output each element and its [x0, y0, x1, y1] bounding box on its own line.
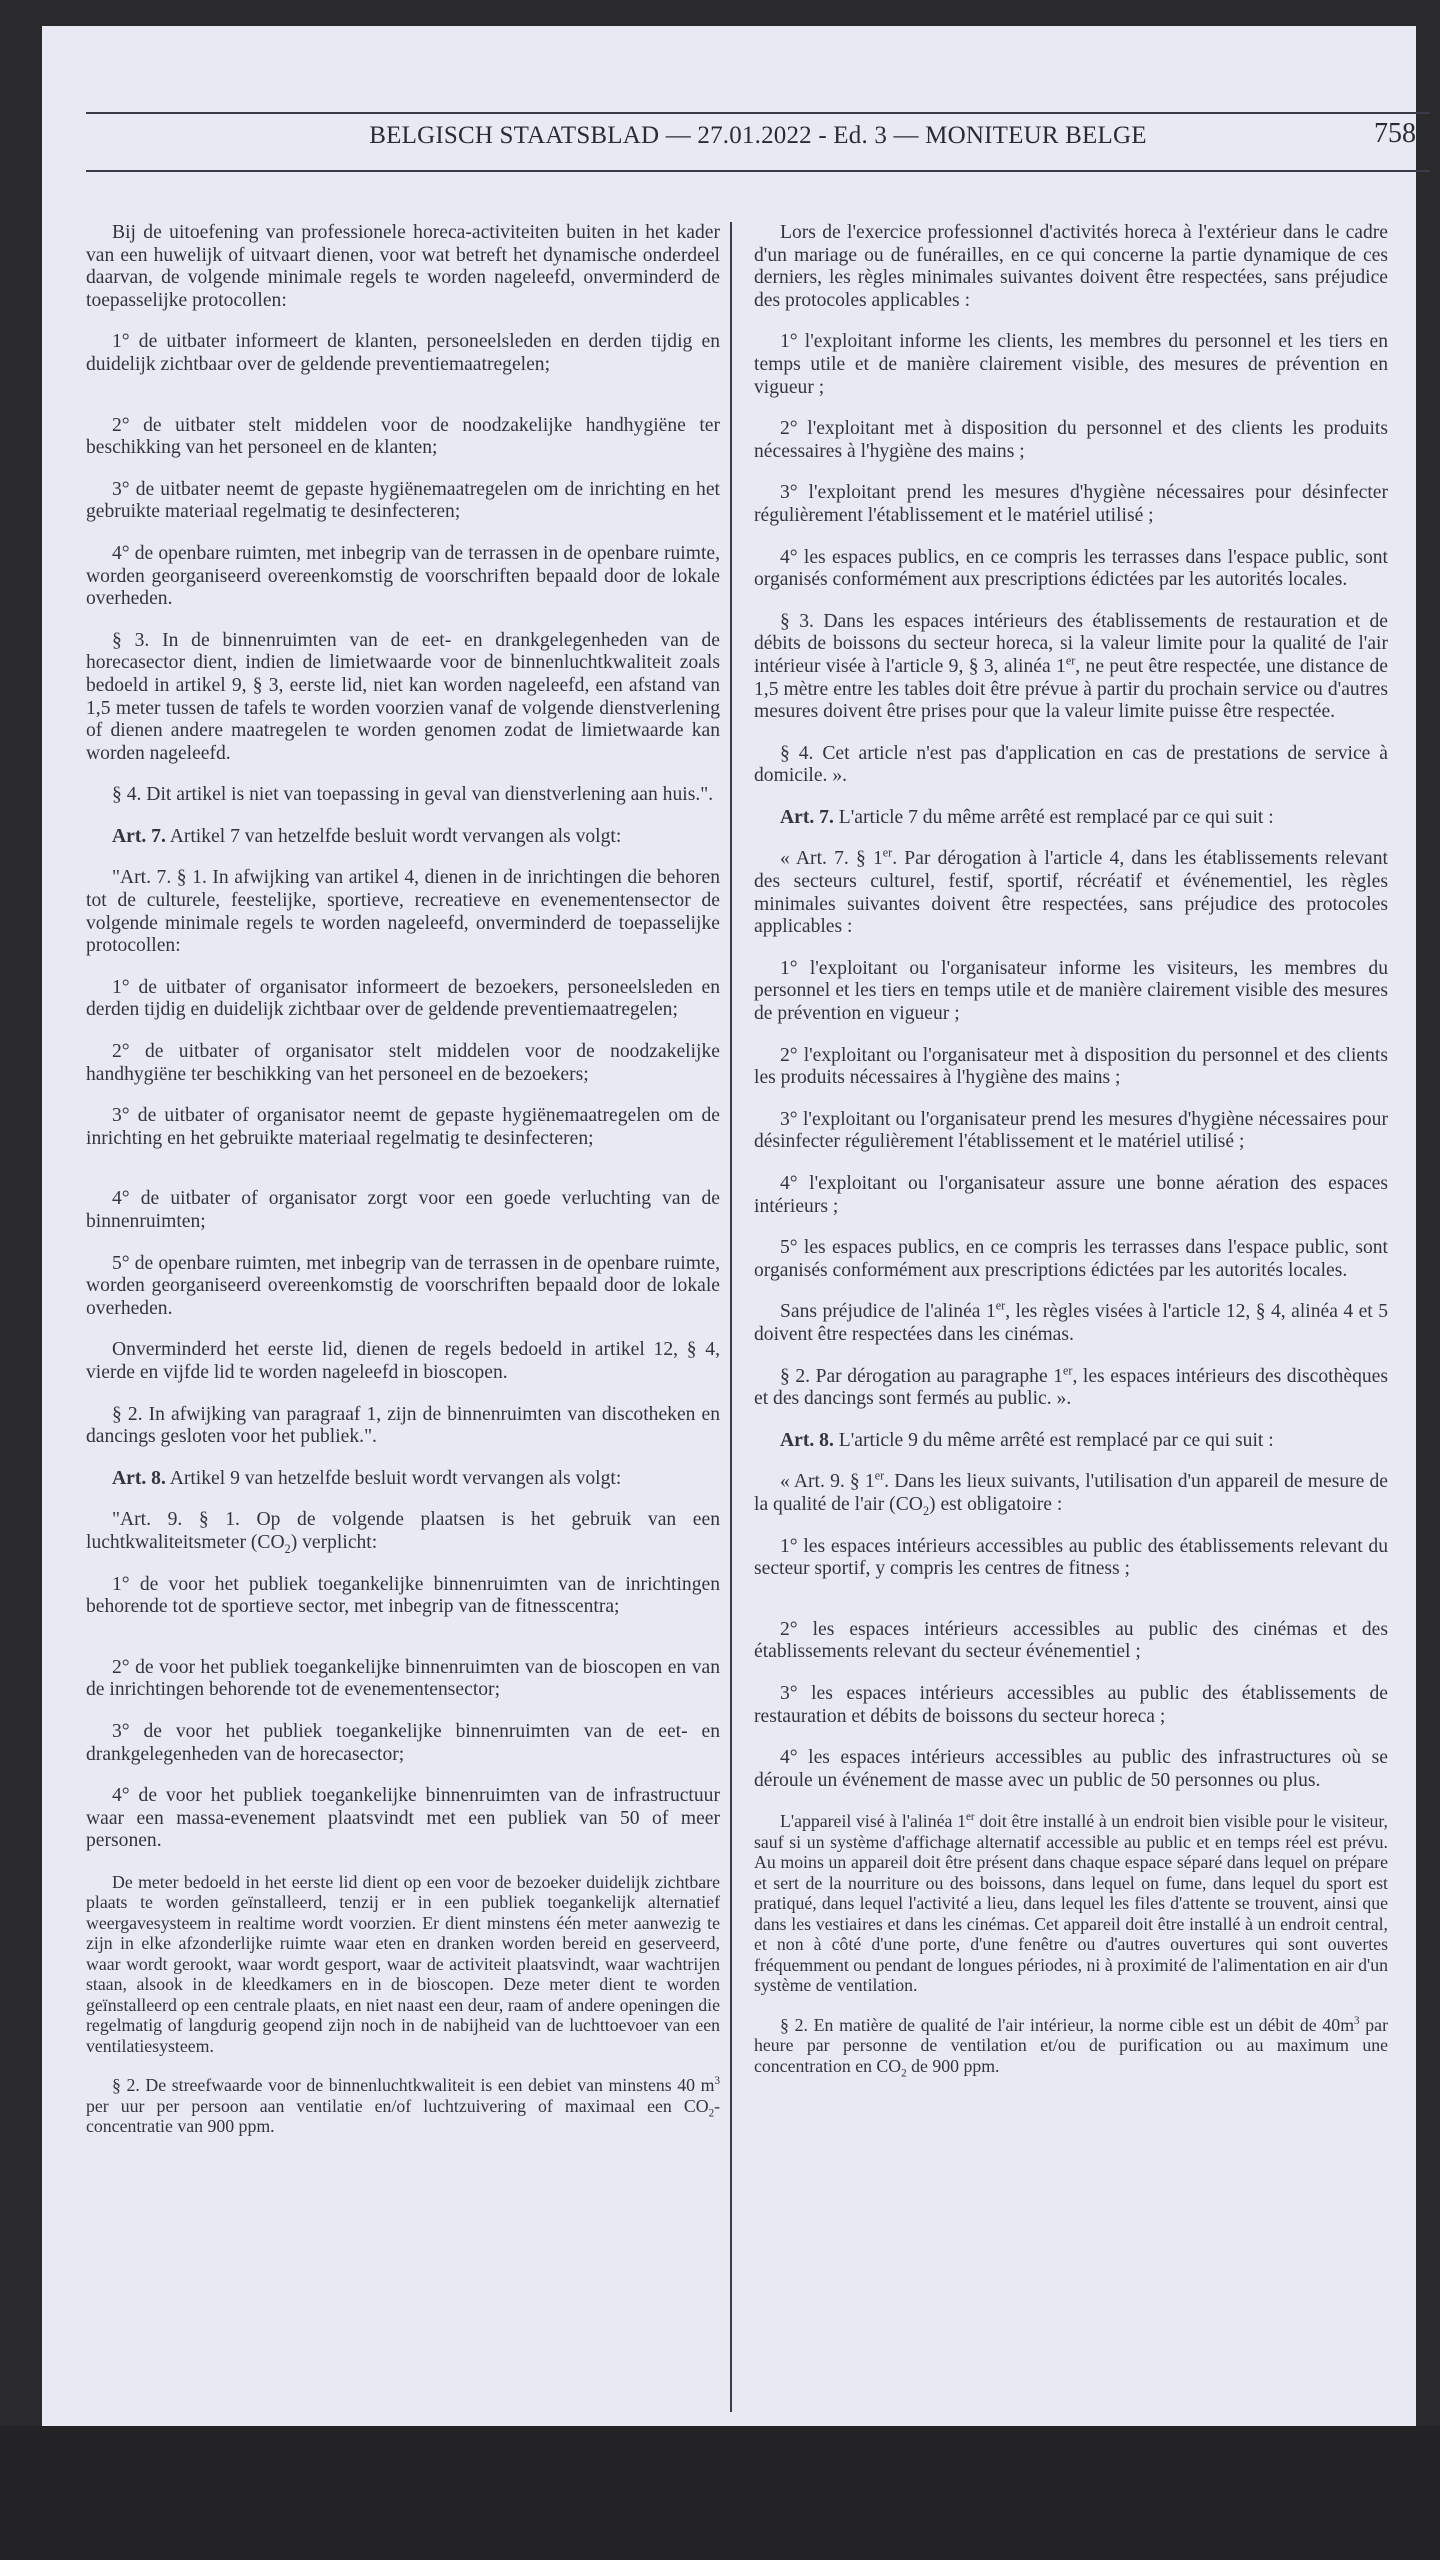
paragraph: 4° l'exploitant ou l'organisateur assure une bonne aération des espaces intérieurs ; — [754, 1173, 1388, 1217]
text-run: "Art. 9. § 1. Op de volgende plaatsen is het gebruik van een luchtkwaliteitsmeter (CO — [86, 1509, 720, 1553]
text-run: § 2. De streefwaarde voor de binnenluchtkwaliteit is een debiet van minstens 40 m — [112, 2075, 715, 2096]
superscript: er — [965, 1811, 975, 1824]
paragraph — [754, 845, 1388, 938]
subscript: 2 — [922, 1503, 930, 1518]
paragraph: 1° les espaces intérieurs accessibles au public des établissements relevant du secteur sportif, y compris les centres de fitness ; — [754, 1535, 1388, 1580]
paragraph: 3° de voor het publiek toegankelijke binnenruimten van de eet- en drankgelegenheden van de horecasector; — [86, 1720, 720, 1765]
paragraph: 5° de openbare ruimten, met inbegrip van de terrassen in de openbare ruimte, worden georganiseerd overeenkomstig de voorschriften bepaald door de lokale overheden. — [86, 1252, 720, 1319]
article-label: Art. 8. — [112, 1467, 166, 1489]
paragraph: 1° de uitbater informeert de klanten, personeelsleden en derden tijdig en duidelijk zichtbaar over de geldende preventiemaatregelen; — [86, 331, 720, 375]
paragraph: 1° de uitbater of organisator informeert de bezoekers, personeelsleden en derden tijdig en duidelijk zichtbaar over de geldende preventiemaatregelen; — [86, 976, 720, 1021]
superscript: 3 — [714, 2075, 720, 2088]
article-heading — [754, 1430, 1388, 1453]
paragraph: 2° l'exploitant ou l'organisateur met à disposition du personnel et des clients les produits nécessaires à l'hygiène des mains ; — [754, 1044, 1388, 1089]
paragraph — [86, 1509, 720, 1554]
article-text: L'article 7 du même arrêté est remplacé par ce qui suit : — [833, 806, 1274, 828]
dutch-column — [86, 222, 720, 2412]
text-run: , les espaces intérieurs des discothèques et des dancings sont fermés au public. ». — [754, 1365, 1388, 1410]
text-run: ) est obligatoire : — [929, 1493, 1063, 1515]
paragraph: 1° l'exploitant informe les clients, les membres du personnel et les tiers en temps utile et de manière clairement visible, des mesures de prévention en vigueur ; — [754, 331, 1388, 398]
subscript: 2 — [284, 1541, 291, 1556]
text-run: . Dans les lieux suivants, l'utilisation d'un appareil de mesure de la qualité de l'air (CO — [754, 1471, 1388, 1515]
superscript: 3 — [1354, 2014, 1360, 2027]
column-divider — [730, 222, 732, 2412]
paragraph — [754, 1363, 1388, 1411]
paragraph: 1° l'exploitant ou l'organisateur informe les visiteurs, les membres du personnel et les tiers en temps utile et de manière clairement visible des mesures de prévention en vigueur ; — [754, 957, 1388, 1025]
paragraph: 4° de voor het publiek toegankelijke binnenruimten van de infrastructuur waar een massa-evenement plaatsvindt met een publiek van 50 of meer personen. — [86, 1785, 720, 1852]
superscript: er — [882, 845, 893, 860]
text-run: § 3. Dans les espaces intérieurs des établissements de restauration et de débits de boissons du secteur horeca, si la valeur limite pour la qualité de l'air intérieur visée à l'article 9, § 3, alinéa 1 — [754, 610, 1388, 677]
text-run: L'appareil visé à l'alinéa 1 — [780, 1811, 966, 1832]
article-heading — [86, 1468, 720, 1491]
subscript: 2 — [901, 2067, 907, 2080]
page-header — [86, 112, 1430, 172]
newspaper-page — [42, 26, 1430, 2426]
paragraph: 2° les espaces intérieurs accessibles au public des cinémas et des établissements relevant du secteur événementiel ; — [754, 1618, 1388, 1663]
paragraph: § 2. In afwijking van paragraaf 1, zijn de binnenruimten van discotheken en dancings gesloten voor het publiek.". — [86, 1403, 720, 1448]
paragraph: 4° les espaces publics, en ce compris les terrasses dans l'espace public, sont organisés conformément aux prescriptions édictées par les autorités locales. — [754, 546, 1388, 591]
paragraph — [86, 2075, 720, 2137]
text-run: -concentratie van 900 ppm. — [86, 2095, 720, 2137]
paragraph: 3° l'exploitant prend les mesures d'hygiène nécessaires pour désinfecter régulièrement l'établissement et le matériel utilisé ; — [754, 482, 1388, 526]
text-run: ) verplicht: — [290, 1531, 378, 1553]
paragraph: 1° de voor het publiek toegankelijke binnenruimten van de inrichtingen behorende tot de sportieve sector, met inbegrip van de fitnesscentra; — [86, 1573, 720, 1618]
paragraph: Lors de l'exercice professionnel d'activités horeca à l'extérieur dans le cadre d'un mariage ou de funérailles, en ce qui concerne la partie dynamique de ces derniers, les règles minimales suivantes doivent être respectées, sans préjudice des protocoles applicables : — [754, 222, 1388, 311]
article-label: Art. 8. — [780, 1429, 834, 1451]
article-heading — [86, 826, 720, 849]
paragraph: 4° les espaces intérieurs accessibles au public des infrastructures où se déroule un événement de masse avec un public de 50 personnes ou plus. — [754, 1747, 1388, 1791]
text-run: par heure par personne de ventilation et/ou de purification ou au maximum une concentration en CO — [754, 2014, 1388, 2076]
text-run: Sans préjudice de l'alinéa 1 — [780, 1301, 996, 1323]
text-run: « Art. 7. § 1 — [780, 848, 883, 870]
paragraph: 4° de uitbater of organisator zorgt voor een goede verluchting van de binnenruimten; — [86, 1188, 720, 1232]
page-number: 7587 — [1374, 118, 1430, 149]
text-run: § 2. Par dérogation au paragraphe 1 — [780, 1365, 1063, 1387]
paragraph: 3° de uitbater neemt de gepaste hygiënemaatregelen om de inrichting en het gebruikte materiaal regelmatig te desinfecteren; — [86, 478, 720, 523]
paragraph — [754, 1298, 1388, 1346]
text-run: , les règles visées à l'article 12, § 4, alinéa 4 et 5 doivent être respectées dans les cinémas. — [754, 1301, 1388, 1345]
paragraph: § 4. Dit artikel is niet van toepassing in geval van dienstverlening aan huis.". — [112, 784, 714, 806]
article-heading — [754, 807, 1388, 830]
paragraph: Onverminderd het eerste lid, dienen de regels bedoeld in artikel 12, § 4, vierde en vijfde lid te worden nageleefd in bioscopen. — [86, 1339, 720, 1383]
article-label: Art. 7. — [780, 806, 834, 828]
text-run: per uur per persoon aan ventilatie en/of luchtzuivering of maximaal een CO — [86, 2095, 709, 2116]
superscript: er — [874, 1468, 885, 1483]
superscript: er — [1065, 653, 1076, 668]
article-text: Artikel 9 van hetzelfde besluit wordt vervangen als volgt: — [165, 1467, 622, 1489]
background-surface — [0, 2426, 1440, 2560]
paragraph — [754, 1811, 1388, 1996]
french-column — [754, 222, 1388, 2412]
paragraph: 2° de uitbater of organisator stelt middelen voor de noodzakelijke handhygiëne ter beschikking van het personeel en de bezoekers; — [86, 1041, 720, 1085]
paragraph: § 4. Cet article n'est pas d'application en cas de prestations de service à domicile. ». — [754, 742, 1388, 787]
paragraph: 5° les espaces publics, en ce compris les terrasses dans l'espace public, sont organisés conformément aux prescriptions édictées par les autorités locales. — [754, 1237, 1388, 1281]
paragraph: "Art. 7. § 1. In afwijking van artikel 4, dienen in de inrichtingen die behoren tot de culturele, feestelijke, sportieve, recreatieve en evenementensector de volgende minimale regels te worden nageleefd, onverminderd de toepasselijke protocollen: — [86, 867, 720, 957]
paragraph: Bij de uitoefening van professionele horeca-activiteiten buiten in het kader van een huwelijk of uitvaart dienen, voor wat betreft het dynamische onderdeel daarvan, de volgende minimale regels te worden nageleefd, onverminderd de toepasselijke protocollen: — [86, 222, 720, 311]
text-run: doit être installé à un endroit bien visible pour le visiteur, sauf si un système d'affichage alternatif accessible au public et en temps réel est prévu. Au moins un appareil doit être présent dans chaque espace séparé dans lequel on prépare et sert de la nourriture ou des boissons, dans lequel on fume, dans lequel du sport est pratiqué, dans lequel l'activité a lieu, dans lequel les files d'attente se trouvent, ainsi que dans les vestiaires et dans les cinémas. Cet appareil doit être installé à un endroit central, et non à côté d'une porte, d'une fenêtre ou d'autres ouvertures qui sont ouvertes fréquemment ou pendant de longues périodes, ni à proximité de l'alimentation en air d'un système de ventilation. — [754, 1811, 1389, 1996]
paragraph: 4° de openbare ruimten, met inbegrip van de terrassen in de openbare ruimte, worden georganiseerd overeenkomstig de voorschriften bepaald door de lokale overheden. — [86, 542, 720, 610]
article-label: Art. 7. — [112, 825, 166, 847]
text-run: « Art. 9. § 1 — [780, 1471, 875, 1493]
subscript: 2 — [708, 2107, 715, 2120]
text-run: , ne peut être respectée, une distance de 1,5 mètre entre les tables doit être prévue à partir du prochain service ou d'autres mesures doivent être prises pour que la valeur limite puisse être respectée. — [754, 655, 1388, 723]
paragraph: De meter bedoeld in het eerste lid dient op een voor de bezoeker duidelijk zichtbare plaats te worden geïnstalleerd, tenzij er in een publiek toegankelijk alternatief weergavesysteem in realtime wordt voorzien. Er dient minstens één meter aanwezig te zijn in elke afzonderlijke ruimte waar eten en dranken worden bereid en geserveerd, waar wordt gerookt, waar wordt gesport, waar de activiteit plaatsvindt, waar wachtrijen staan, alsook in de kleedkamers en in de bioscopen. Deze meter dient te worden geïnstalleerd op een centrale plaats, en niet naast een deur, raam of andere openingen die regelmatig of langdurig geopend zijn noch in de nabijheid van de luchttoevoer van een ventilatiesysteem. — [86, 1871, 720, 2056]
article-text: L'article 9 du même arrêté est remplacé par ce qui suit : — [833, 1429, 1274, 1451]
paragraph: 3° l'exploitant ou l'organisateur prend les mesures d'hygiène nécessaires pour désinfecter régulièrement l'établissement et le matériel utilisé ; — [754, 1108, 1388, 1153]
paragraph: 3° de uitbater of organisator neemt de gepaste hygiënemaatregelen om de inrichting en het gebruikte materiaal regelmatig te desinfecteren; — [86, 1105, 720, 1149]
paragraph: 2° l'exploitant met à disposition du personnel et des clients les produits nécessaires à l'hygiène des mains ; — [754, 418, 1388, 462]
text-run: . Par dérogation à l'article 4, dans les établissements relevant des secteurs culturel, festif, sportif, récréatif et événementiel, les règles minimales suivantes doivent être respectées, sans préjudice des protocoles applicables : — [754, 848, 1388, 938]
paragraph — [754, 611, 1388, 724]
paragraph: 2° de voor het publiek toegankelijke binnenruimten van de bioscopen en van de inrichtingen behorende tot de evenementensector; — [86, 1656, 720, 1701]
superscript: er — [1063, 1363, 1073, 1378]
article-text: Artikel 7 van hetzelfde besluit wordt vervangen als volgt: — [165, 825, 622, 847]
paragraph — [754, 2014, 1388, 2080]
header-title: BELGISCH STAATSBLAD — 27.01.2022 - Ed. 3 — MONITEUR BELGE — [369, 122, 1147, 149]
text-run: § 2. En matière de qualité de l'air intérieur, la norme cible est un débit de 40m — [780, 2014, 1355, 2035]
text-run: de 900 ppm. — [906, 2055, 1000, 2076]
paragraph — [754, 1468, 1388, 1518]
paragraph: § 3. In de binnenruimten van de eet- en drankgelegenheden van de horecasector dient, indien de limietwaarde voor de binnenluchtkwaliteit zoals bedoeld in artikel 9, § 3, eerste lid, niet kan worden nageleefd, een afstand van 1,5 meter tussen de tafels te worden voorzien vanaf de volgende dienstverlening of dienen andere maatregelen te worden genomen zodat de limietwaarde kan worden nageleefd. — [86, 629, 720, 764]
paragraph: 2° de uitbater stelt middelen voor de noodzakelijke handhygiëne ter beschikking van het personeel en de klanten; — [86, 414, 720, 459]
paragraph: 3° les espaces intérieurs accessibles au public des établissements de restauration et débits de boissons du secteur horeca ; — [754, 1682, 1388, 1727]
superscript: er — [995, 1298, 1006, 1313]
header-bottom-rule — [86, 170, 1430, 172]
